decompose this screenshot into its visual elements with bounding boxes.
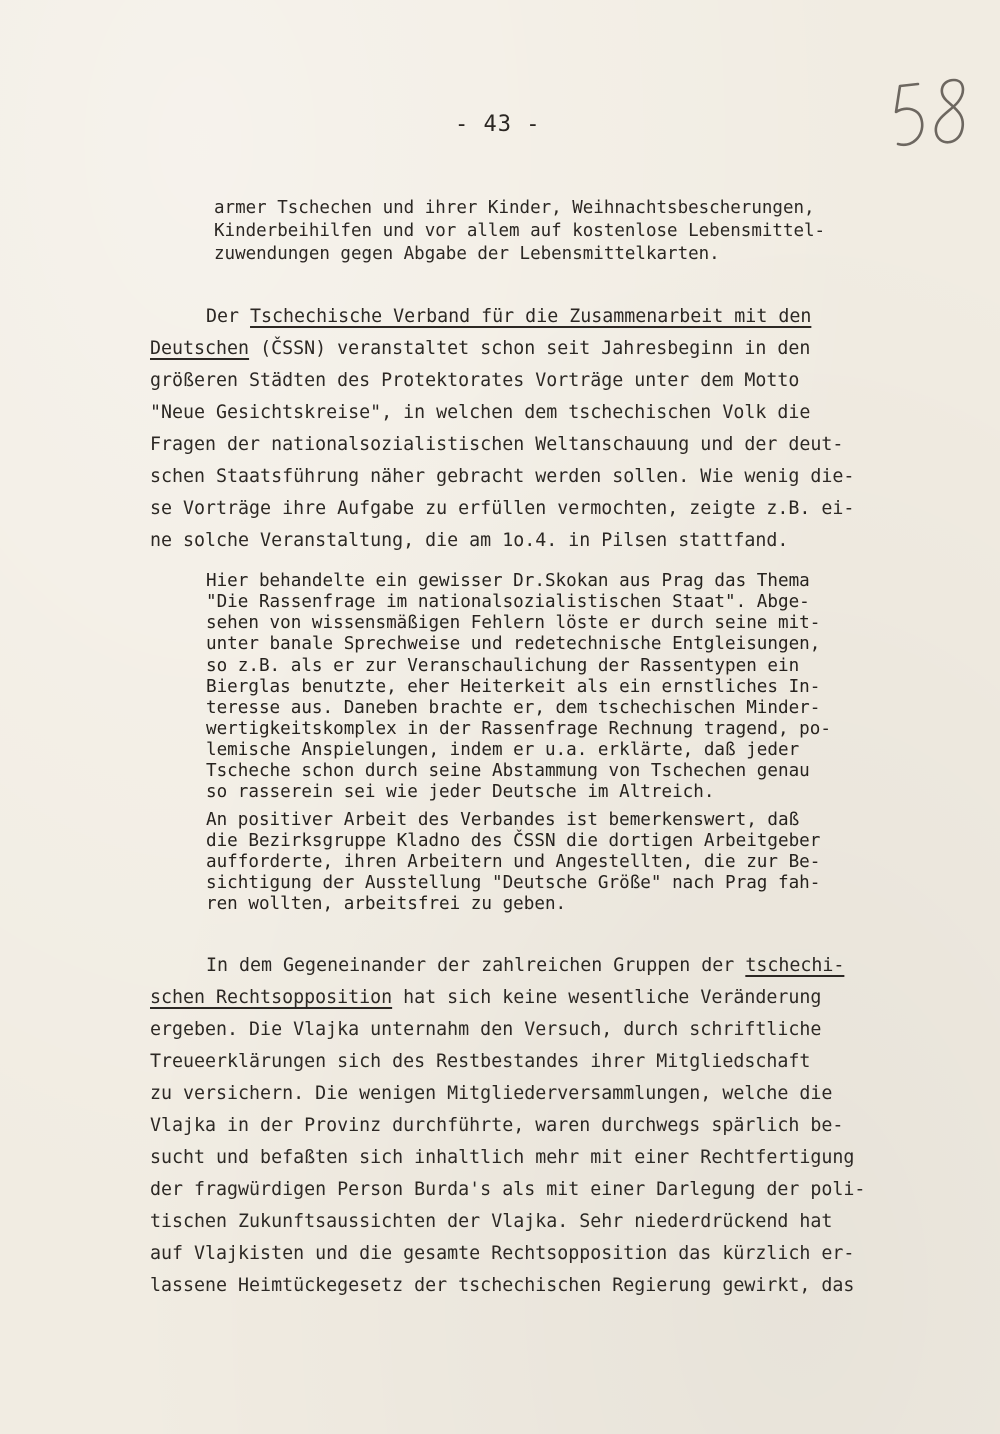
text-segment: In dem Gegeneinander der zahlreichen Gruppen der	[206, 955, 746, 976]
text-line: "Neue Gesichtskreise", in welchen dem tschechischen Volk die	[150, 402, 811, 423]
text-line: so z.B. als er zur Veranschaulichung der Rassentypen ein	[206, 656, 800, 676]
text-line: Vlajka in der Provinz durchführte, waren durchwegs spärlich be-	[150, 1115, 844, 1136]
text-line: die Bezirksgruppe Kladno des ČSSN die dortigen Arbeitgeber	[206, 831, 821, 851]
text-line	[150, 987, 821, 1008]
text-line: armer Tschechen und ihrer Kinder, Weihnachtsbescherungen,	[214, 198, 815, 218]
text-line: Treueerklärungen sich des Restbestandes ihrer Mitgliedschaft	[150, 1051, 811, 1072]
underlined-organization-name: Deutschen	[150, 338, 250, 359]
text-line: Bierglas benutzte, eher Heiterkeit als ein ernstliches In-	[206, 677, 821, 697]
text-line: unter banale Sprechweise und redetechnische Entgleisungen,	[206, 634, 821, 654]
text-line: Hier behandelte ein gewisser Dr.Skokan aus Prag das Thema	[206, 571, 810, 591]
text-line	[206, 306, 811, 327]
text-line	[150, 338, 810, 359]
text-line: Tscheche schon durch seine Abstammung von Tschechen genau	[206, 761, 810, 781]
handwritten-archive-number	[888, 70, 978, 160]
text-line: zuwendungen gegen Abgabe der Lebensmittelkarten.	[214, 244, 720, 264]
text-line: der fragwürdigen Person Burda's als mit einer Darlegung der poli-	[150, 1179, 866, 1200]
text-line: zu versichern. Die wenigen Mitgliederversammlungen, welche die	[150, 1083, 833, 1104]
text-line: sucht und befaßten sich inhaltlich mehr mit einer Rechtfertigung	[150, 1147, 855, 1168]
text-line: ergeben. Die Vlajka unternahm den Versuch, durch schriftliche	[150, 1019, 822, 1040]
underlined-term: tschechi-	[745, 955, 845, 976]
text-segment: Der	[206, 306, 251, 327]
text-line	[206, 955, 844, 976]
text-segment: (ČSSN) veranstaltet schon seit Jahresbeginn in den	[249, 338, 811, 359]
text-line: wertigkeitskomplex in der Rassenfrage Rechnung tragend, po-	[206, 719, 831, 739]
text-line: lassene Heimtückegesetz der tschechischen Regierung gewirkt, das	[150, 1275, 855, 1296]
underlined-organization-name: Tschechische Verband für die Zusammenarbeit mit den	[250, 306, 812, 327]
text-line: sehen von wissensmäßigen Fehlern löste er durch seine mit-	[206, 613, 821, 633]
text-line: se Vorträge ihre Aufgabe zu erfüllen vermochten, zeigte z.B. ei-	[150, 498, 855, 519]
text-line: tischen Zukunftsaussichten der Vlajka. Sehr niederdrückend hat	[150, 1211, 833, 1232]
underlined-term: schen Rechtsopposition	[150, 987, 393, 1008]
text-line: auf Vlajkisten und die gesamte Rechtsopposition das kürzlich er-	[150, 1243, 855, 1264]
page-number: - 43 -	[455, 112, 541, 137]
text-line: An positiver Arbeit des Verbandes ist bemerkenswert, daß	[206, 810, 800, 830]
text-line: ren wollten, arbeitsfrei zu geben.	[206, 894, 567, 914]
text-line: aufforderte, ihren Arbeitern und Angestellten, die zur Be-	[206, 852, 821, 872]
text-line: größeren Städten des Protektorates Vorträge unter dem Motto	[150, 370, 800, 391]
text-line: "Die Rassenfrage im nationalsozialistischen Staat". Abge-	[206, 592, 810, 612]
text-line: ne solche Veranstaltung, die am 1o.4. in Pilsen stattfand.	[150, 530, 789, 551]
text-line: Fragen der nationalsozialistischen Weltanschauung und der deut-	[150, 434, 844, 455]
text-line: so rasserein sei wie jeder Deutsche im Altreich.	[206, 782, 715, 802]
text-line: teresse aus. Daneben brachte er, dem tschechischen Minder-	[206, 698, 821, 718]
text-segment: hat sich keine wesentliche Veränderung	[392, 987, 822, 1008]
text-line: lemische Anspielungen, indem er u.a. erklärte, daß jeder	[206, 740, 800, 760]
text-line: schen Staatsführung näher gebracht werden sollen. Wie wenig die-	[150, 466, 855, 487]
text-line: Kinderbeihilfen und vor allem auf kostenlose Lebensmittel-	[214, 221, 826, 241]
text-line: sichtigung der Ausstellung "Deutsche Größe" nach Prag fah-	[206, 873, 821, 893]
